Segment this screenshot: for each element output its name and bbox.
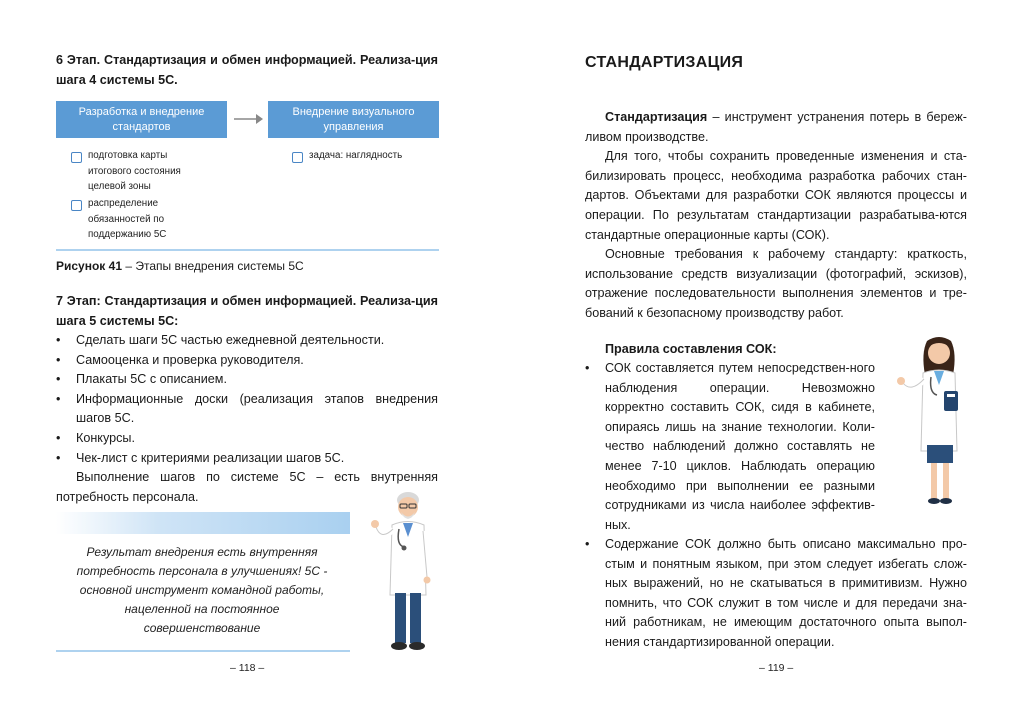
figure-caption: Рисунок 41 – Этапы внедрения системы 5С	[56, 259, 304, 273]
page-number: – 119 –	[759, 662, 794, 674]
list-item: • Чек-лист с критериями реализации шагов 5С.	[56, 450, 345, 465]
rules-heading: Правила составления СОК:	[605, 342, 777, 356]
doctor-illustration	[368, 487, 442, 652]
diagram-item: подготовка карты итогового состояния целевой зоны	[88, 150, 181, 192]
step7-heading: 7 Этап: Стандартизация и обмен информацией. Реализа-ция шага 5 системы 5С:	[56, 294, 438, 328]
step7-bullet-list	[56, 331, 438, 507]
list-item: • Содержание СОК должно быть описано максимально про-стым и понятным языком, при этом следует избегать слож-ных выражений, но не скатываться в примитивизм. Нужно помнить, что СОК служит в том числе и для передачи зна-ний работникам, не имеющим достаточного опыта выпол-нения стандартизированной операции.	[585, 537, 967, 649]
page-number: – 118 –	[230, 662, 265, 674]
checkbox-icon	[292, 152, 303, 163]
diagram-divider	[56, 249, 439, 251]
definition-paragraph: Стандартизация – инструмент устранения потерь в береж-ливом производстве.	[585, 110, 967, 144]
paragraph: Основные требования к рабочему стандарту: краткость, использование средств визуализации (фотографий, эскизов), отражение последовательности выполнения элементов и тре-бований к безопасному производству работ.	[585, 247, 967, 320]
paragraph: Для того, чтобы сохранить проведенные изменения и ста-билизировать процесс, необходима разработка рабочих стан-дартов. Объектами для разработки СОК являются процессы и операции. По результатам стандартизации разрабатыва-ются стандартные операционные карты (СОК).	[585, 149, 967, 242]
step6-heading: 6 Этап. Стандартизация и обмен информацией. Реализа-ция шага 4 системы 5С.	[56, 53, 438, 87]
rule-item-2	[585, 535, 967, 653]
diagram-item: распределение обязанностей по поддержанию 5С	[88, 198, 167, 240]
list-item: • Конкурсы.	[56, 430, 135, 445]
list-item: • Самооценка и проверка руководителя.	[56, 352, 304, 367]
rule-item-1	[585, 359, 875, 535]
intro-text	[585, 108, 967, 324]
closing-paragraph: Выполнение шагов по системе 5С – есть внутренняя потребность персонала.	[56, 470, 438, 504]
checkbox-icon	[71, 152, 82, 163]
diagram-box-visual-management: Внедрение визуального управления	[268, 101, 439, 138]
quote-bottom-rule	[56, 650, 350, 652]
checkbox-icon	[71, 200, 82, 211]
list-item: • Плакаты 5С с описанием.	[56, 372, 227, 387]
diagram-item: задача: наглядность	[309, 150, 403, 161]
list-item: • Информационные доски (реализация этапов внедрения шагов 5С.	[56, 391, 438, 426]
list-item: • СОК составляется путем непосредствен-ного наблюдения операции. Невозможно корректно составить СОК, сидя в кабинете, опираясь лишь на знание технологии. Коли-чество наблюдений должно составлять не менее 7-10 циклов. Наблюдать операцию необходимо при выполнении ее разными сотрудниками из числа наиболее эффектив-ных.	[585, 361, 875, 532]
quote-header-bar	[56, 512, 350, 534]
list-item: • Сделать шаги 5С частью ежедневной деятельности.	[56, 333, 385, 347]
arrow-right-icon	[232, 112, 264, 126]
quote-text: Результат внедрения есть внутренняя потребность персонала в улучшениях! 5С - основной инструмент командной работы, нацеленной на постоянное совершенствование	[76, 545, 328, 635]
diagram-box-standards: Разработка и внедрение стандартов	[56, 101, 227, 138]
page-title: СТАНДАРТИЗАЦИЯ	[585, 54, 744, 71]
right-page	[512, 0, 1024, 723]
nurse-illustration	[895, 333, 975, 513]
